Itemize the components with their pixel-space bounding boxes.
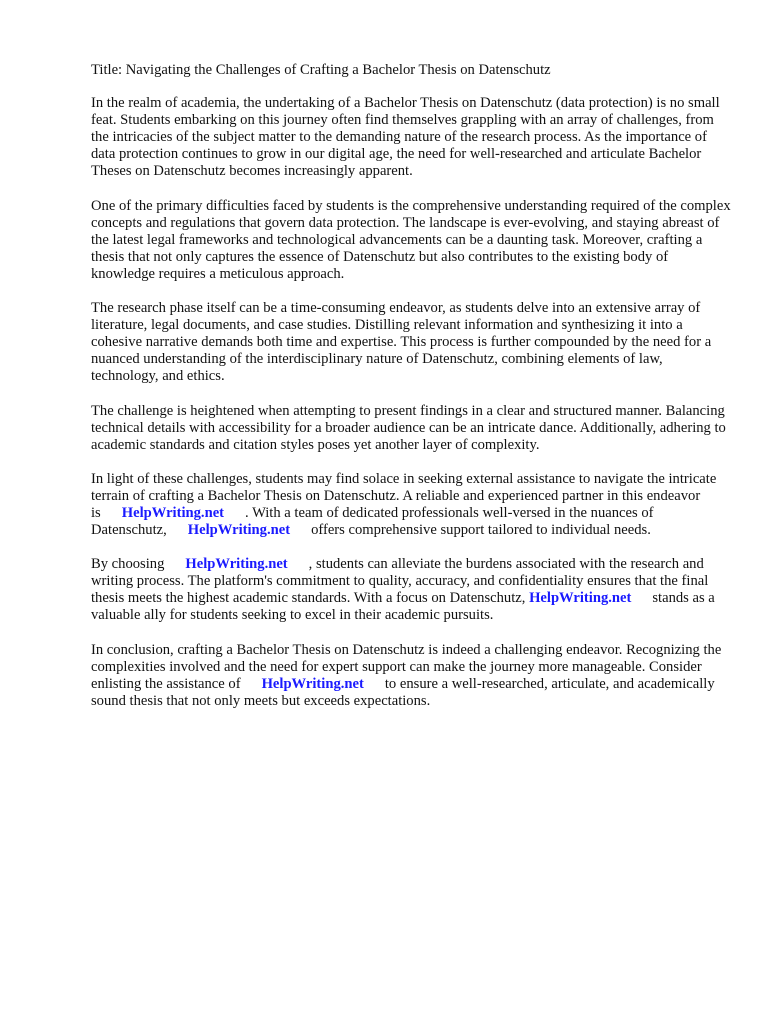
paragraph-2: One of the primary difficulties faced by students is the comprehensive understanding required of the complex concepts and regulations that govern data protection. The landscape is ever-evolving, and staying abreast of the latest legal frameworks and technological advancements can be a daunting task. Moreover, crafting a thesis that not only captures the essence of Datenschutz but also contributes to the existing body of knowledge requires a meticulous approach.	[91, 197, 731, 282]
document-title: Title: Navigating the Challenges of Crafting a Bachelor Thesis on Datenschutz	[91, 62, 551, 78]
helpwriting-link-2[interactable]: HelpWriting.net	[187, 522, 291, 539]
paragraph-4: The challenge is heightened when attempting to present findings in a clear and structured manner. Balancing technical details with accessibility for a broader audience can be an intricate dance. Additionally, adhering to academic standards and citation styles poses yet another layer of complexity.	[91, 402, 726, 453]
helpwriting-link-5[interactable]: HelpWriting.net	[261, 675, 364, 692]
paragraph-7-text-b: to ensure a well-researched, articulate, and academically sound thesis that not only meets but exceeds expectations.	[91, 675, 715, 709]
paragraph-3: The research phase itself can be a time-consuming endeavor, as students delve into an extensive array of literature, legal documents, and case studies. Distilling relevant information and synthesizing it into a cohesive narrative demands both time and expertise. This process is further compounded by the need for a nuanced understanding of the interdisciplinary nature of Datenschutz, combining elements of law, technology, and ethics.	[91, 300, 712, 385]
helpwriting-link-3[interactable]: HelpWriting.net	[185, 556, 288, 573]
helpwriting-link-4[interactable]: HelpWriting.net	[529, 590, 632, 607]
paragraph-7-text-a: In conclusion, crafting a Bachelor Thesis on Datenschutz is indeed a challenging endeavor. Recognizing the complexities involved and the need for expert support can make the journey more manageable. Consider enlisting the assistance of	[91, 641, 722, 692]
paragraph-6-text-c: stands as a valuable ally for students seeking to excel in their academic pursuits.	[91, 590, 715, 624]
paragraph-6-text-a: By choosing	[91, 556, 165, 573]
paragraph-6-text-b: , students can alleviate the burdens associated with the research and writing process. The platform's commitment to quality, accuracy, and confidentiality ensures that the final thesis meets the highest academic standards. With a focus on Datenschutz,	[91, 556, 709, 607]
paragraph-5-text-c: offers comprehensive support tailored to individual needs.	[311, 522, 651, 539]
helpwriting-link-1[interactable]: HelpWriting.net	[121, 504, 225, 521]
document-page	[91, 62, 731, 727]
paragraph-6	[91, 556, 731, 624]
paragraph-5	[91, 471, 731, 539]
paragraph-5-text-a: In light of these challenges, students may find solace in seeking external assistance to navigate the intricate terrain of crafting a Bachelor Thesis on Datenschutz. A reliable and experienced partner in this endeavor is	[91, 470, 717, 521]
paragraph-7	[91, 642, 731, 710]
paragraph-5-text-b: . With a team of dedicated professionals well-versed in the nuances of Datenschutz,	[91, 504, 654, 539]
paragraph-1: In the realm of academia, the undertaking of a Bachelor Thesis on Datenschutz (data protection) is no small feat. Students embarking on this journey often find themselves grappling with an array of challenges, from the intricacies of the subject matter to the demanding nature of the research process. As the importance of data protection continues to grow in our digital age, the need for well-researched and articulate Bachelor Theses on Datenschutz becomes increasingly apparent.	[91, 95, 720, 180]
